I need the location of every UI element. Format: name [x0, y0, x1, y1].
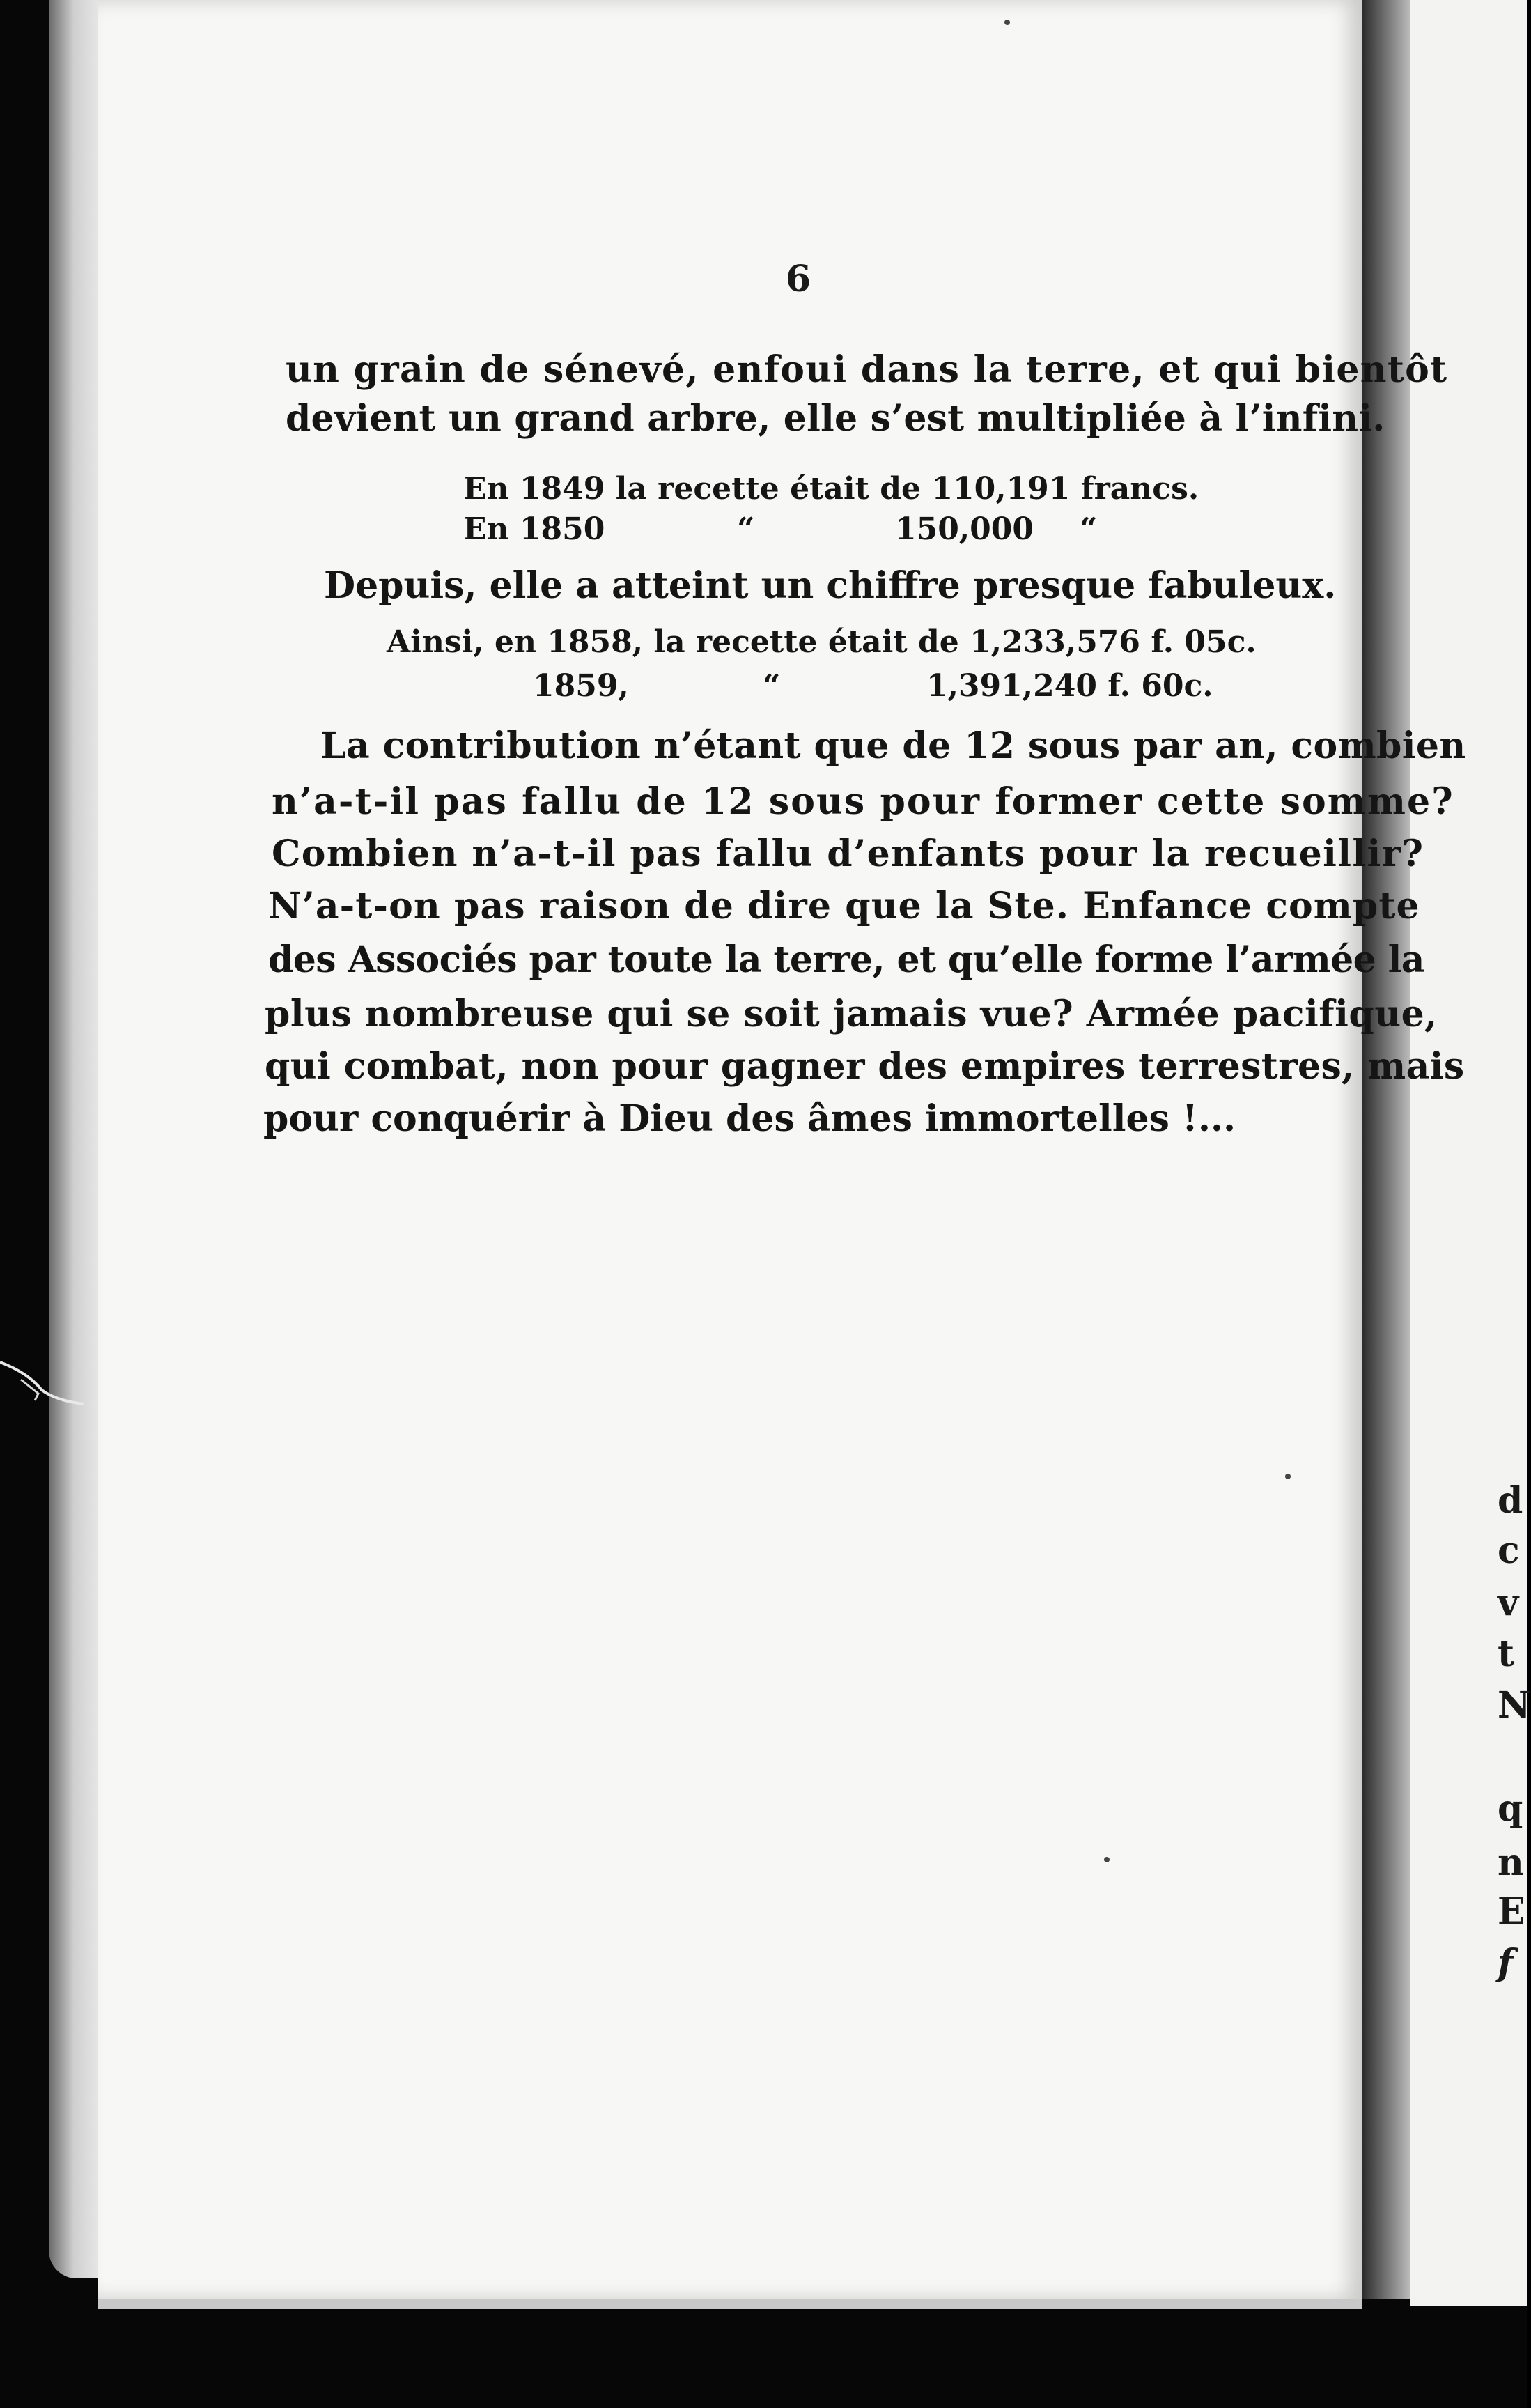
paragraph2-line-5: des Associés par toute la terre, et qu’elle forme l’armée la — [268, 939, 1424, 981]
book-gutter — [1362, 0, 1410, 2299]
receipts-1858: Ainsi, en 1858, la recette était de 1,233,576 f. 05c. — [387, 624, 1257, 660]
receipts-1849: En 1849 la recette était de 110,191 francs. — [463, 471, 1199, 507]
speck — [1285, 1474, 1291, 1479]
receipts-1850-year: En 1850 — [463, 511, 605, 547]
paragraph2-line-8: pour conquérir à Dieu des âmes immortelles !... — [263, 1097, 1236, 1140]
speck — [1104, 1857, 1110, 1862]
paragraph2-line-6: plus nombreuse qui se soit jamais vue? Armée pacifique, — [265, 993, 1438, 1035]
receipts-1850-ditto: “ — [737, 511, 755, 547]
receipts-1859-amount: 1,391,240 f. 60c. — [926, 668, 1213, 704]
book-page — [98, 0, 1362, 2309]
facing-letter: f — [1498, 1942, 1514, 1984]
paragraph1-line-2: devient un grand arbre, elle s’est multipliée à l’infini. — [286, 397, 1385, 440]
facing-letter: d — [1498, 1479, 1523, 1522]
facing-letter: t — [1498, 1633, 1515, 1675]
facing-letter: N — [1498, 1684, 1531, 1727]
facing-letter: c — [1498, 1529, 1520, 1572]
paragraph2-line-4: N’a-t-on pas raison de dire que la Ste. Enfance compte — [268, 885, 1420, 927]
paragraph1-line-1: un grain de sénevé, enfoui dans la terre, et qui bientôt — [286, 348, 1448, 391]
paragraph2-line-3: Combien n’a-t-il pas fallu d’enfants pour la recueillir? — [272, 833, 1424, 875]
paragraph2-line-2: n’a-t-il pas fallu de 12 sous pour former cette somme? — [272, 780, 1454, 823]
facing-letter: q — [1498, 1787, 1523, 1830]
receipts-1859-ditto: “ — [763, 668, 781, 704]
paragraph2-line-1: La contribution n’étant que de 12 sous par an, combien — [320, 725, 1466, 767]
receipts-1850-amount: 150,000 — [895, 511, 1034, 547]
receipts-1859-year: 1859, — [533, 668, 629, 704]
paragraph2-line-7: qui combat, non pour gagner des empires terrestres, mais — [265, 1045, 1465, 1088]
facing-letter: n — [1498, 1842, 1524, 1884]
page-number: 6 — [786, 258, 811, 300]
facing-letter: E — [1498, 1890, 1525, 1933]
facing-letter: v — [1498, 1582, 1519, 1624]
receipts-1850-ditto-end: “ — [1080, 511, 1098, 547]
transition-line: Depuis, elle a atteint un chiffre presque fabuleux. — [324, 564, 1337, 607]
loose-thread — [0, 1352, 98, 1407]
speck — [1004, 20, 1010, 25]
